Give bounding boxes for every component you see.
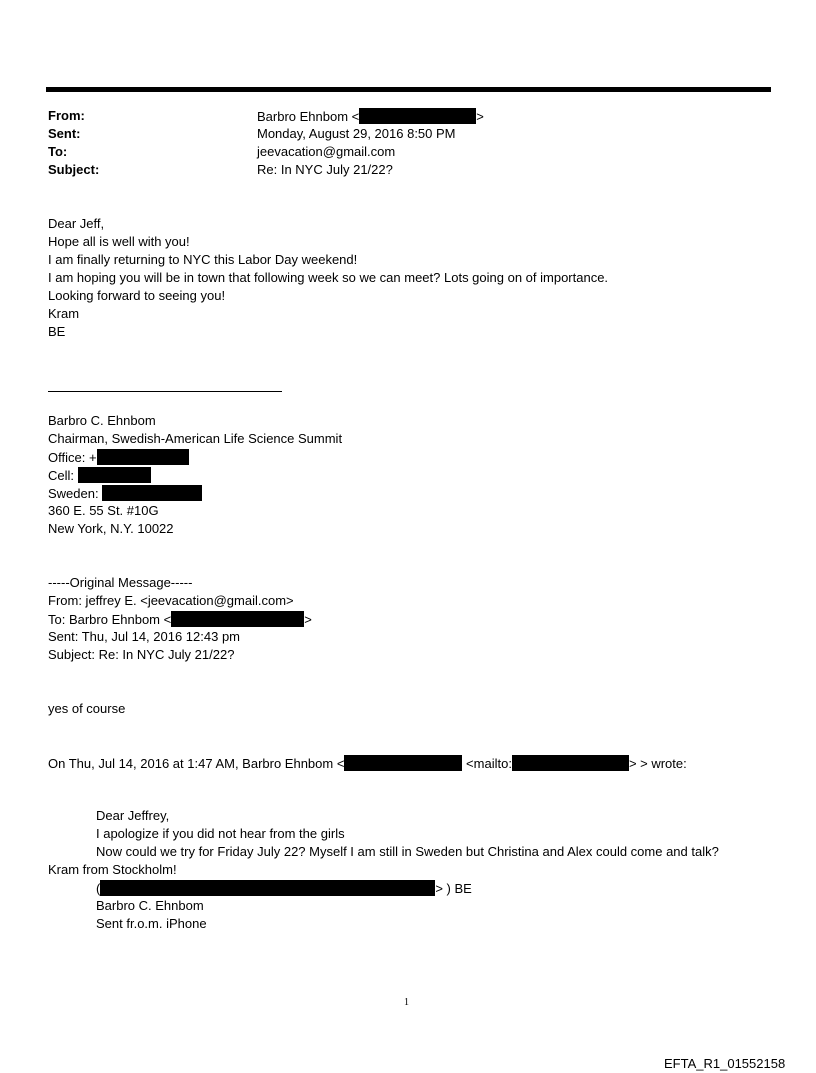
sent-value: Monday, August 29, 2016 8:50 PM (257, 126, 456, 141)
original-to-suffix: > (304, 612, 312, 627)
quoted-greeting: Dear Jeffrey, (96, 808, 170, 823)
quoted-line: Kram from Stockholm! (48, 862, 177, 877)
from-value (257, 108, 484, 124)
redaction-box (97, 449, 189, 465)
redaction-box (512, 755, 629, 771)
original-to-prefix: To: Barbro Ehnbom < (48, 612, 172, 627)
body-line: BE (48, 324, 66, 339)
sweden-label: Sweden: (48, 486, 99, 501)
signature-office (48, 449, 189, 465)
body-line: Looking forward to seeing you! (48, 288, 226, 303)
original-reply: yes of course (48, 701, 126, 716)
body-line: I am hoping you will be in town that following week so we can meet? Lots going on of importance. (48, 270, 609, 285)
body-line: Dear Jeff, (48, 216, 105, 231)
redaction-box (100, 880, 435, 896)
subject-value: Re: In NYC July 21/22? (257, 162, 393, 177)
original-separator: -----Original Message----- (48, 575, 193, 590)
redaction-box (102, 485, 202, 501)
paren-open: ( (96, 881, 101, 896)
signature-name: Barbro C. Ehnbom (48, 413, 156, 428)
quoted-paren-line (96, 880, 472, 896)
sent-label: Sent: (48, 126, 81, 141)
quoted-line: Now could we try for Friday July 22? Myself I am still in Sweden but Christina and Alex could come and talk? (96, 844, 719, 859)
quoted-intro-mailto: <mailto: (466, 756, 512, 771)
signature-address1: 360 E. 55 St. #10G (48, 503, 159, 518)
quoted-intro-prefix: On Thu, Jul 14, 2016 at 1:47 AM, Barbro Ehnbom < (48, 756, 345, 771)
redaction-box (78, 467, 151, 483)
signature-sweden (48, 485, 202, 501)
signature-cell (48, 467, 151, 483)
signature-address2: New York, N.Y. 10022 (48, 521, 174, 536)
body-line: Kram (48, 306, 80, 321)
from-name: Barbro Ehnbom < (257, 109, 360, 124)
from-label: From: (48, 108, 85, 123)
to-value: jeevacation@gmail.com (257, 144, 396, 159)
signature-rule (48, 391, 282, 392)
original-from: From: jeffrey E. <jeevacation@gmail.com> (48, 593, 294, 608)
redaction-box (171, 611, 304, 627)
to-label: To: (48, 144, 68, 159)
document-id: EFTA_R1_01552158 (664, 1056, 786, 1071)
original-sent: Sent: Thu, Jul 14, 2016 12:43 pm (48, 629, 241, 644)
quoted-line: I apologize if you did not hear from the girls (96, 826, 345, 841)
signature-title: Chairman, Swedish-American Life Science Summit (48, 431, 343, 446)
from-close: > (476, 109, 484, 124)
page-number: 1 (404, 997, 409, 1008)
redaction-box (344, 755, 462, 771)
header-rule (46, 87, 771, 92)
quoted-sig-name: Barbro C. Ehnbom (96, 898, 204, 913)
original-to (48, 611, 312, 627)
body-line: Hope all is well with you! (48, 234, 190, 249)
cell-label: Cell: (48, 468, 75, 483)
paren-close: > ) BE (435, 881, 472, 896)
body-line: I am finally returning to NYC this Labor Day weekend! (48, 252, 358, 267)
quoted-intro-suffix: > > wrote: (628, 756, 687, 771)
quoted-intro (48, 755, 687, 771)
office-label: Office: + (48, 450, 97, 465)
original-subject: Subject: Re: In NYC July 21/22? (48, 647, 235, 662)
redaction-box (359, 108, 476, 124)
quoted-sig-device: Sent fr.o.m. iPhone (96, 916, 207, 931)
subject-label: Subject: (48, 162, 100, 177)
